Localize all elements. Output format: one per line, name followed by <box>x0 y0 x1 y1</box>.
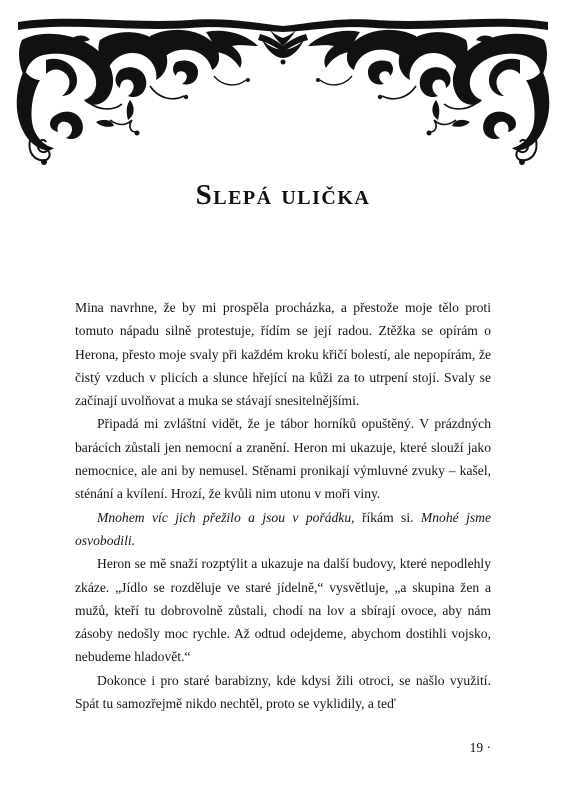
paragraph <box>75 412 491 505</box>
text-segment: říkám si. <box>354 509 421 525</box>
italic-text-segment: Mnohem víc jich přežilo a jsou v pořádku, <box>97 509 355 525</box>
paragraph <box>75 552 491 668</box>
paragraph <box>75 296 491 412</box>
header-ornament-icon <box>0 0 566 175</box>
text-segment: Dokonce i pro staré barabizny, kde kdysi žili otroci, se našlo využití. Spát tu samozřejmě nikdo nechtěl, proto se vyklidily, a teď <box>75 672 491 712</box>
text-segment: Mina navrhne, že by mi prospěla procházka, a přestože moje tělo proti tomuto nápadu silně protestuje, řídím se její radou. Ztěžka se opírám o Herona, přesto moje svaly při každém kroku křičí bolestí, ale nepopírám, že čistý vzduch v plicích a slunce hřející na kůži za to utrpení stojí. Svaly se začínají uvolňovat a muka se stávají snesitelnějšími. <box>75 300 491 409</box>
text-segment: Připadá mi zvláštní vidět, že je tábor horníků opuštěný. V prázdných barácích zůstali jen nemocní a zranění. Heron mi ukazuje, které slouží jako nemocnice, ale ani by nemusel. Stěnami pronikají výmluvné zvuky – kašel, sténání a kvílení. Hrozí, že kvůli nim utonu v moři viny. <box>75 416 491 502</box>
chapter-title: Slepá ulička <box>195 179 371 212</box>
paragraph <box>75 669 491 716</box>
page-number: 19 · <box>469 740 491 755</box>
text-segment: Heron se mě snaží rozptýlit a ukazuje na další budovy, které nepodlehly zkáze. „Jídlo se rozděluje ve staré jídelně,“ vysvětluje, „a skupina žen a mužů, kteří tu dobrovolně zůstali, chodí na lov a sbírají ovoce, aby nám zásoby nedošly moc rychle. Až odtud odejdeme, abychom dostihli vojsko, nebudeme hladovět.“ <box>75 556 491 665</box>
italic-text-segment: Mnohé jsme osvobodili. <box>75 509 491 548</box>
paragraph <box>75 506 491 553</box>
chapter-body <box>75 296 491 715</box>
